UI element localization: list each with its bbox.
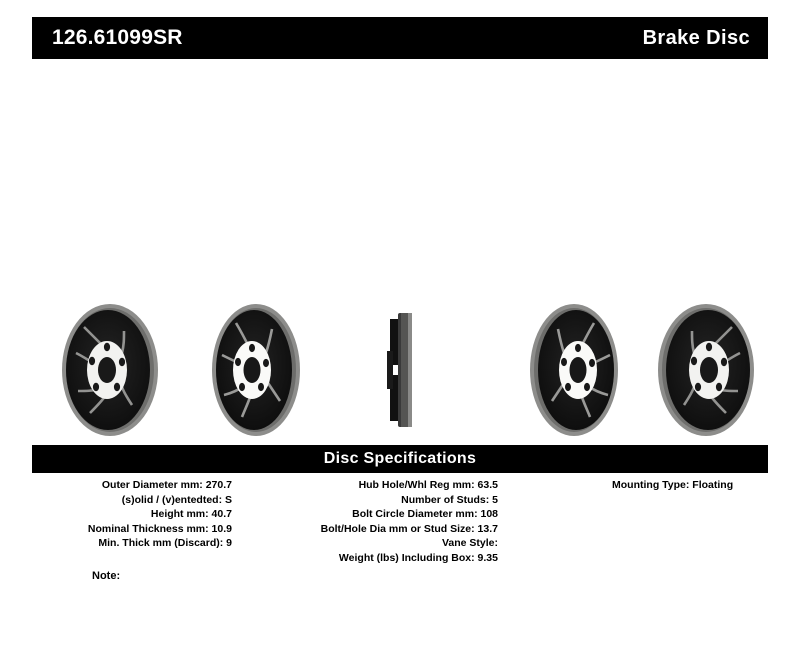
rotor-edge-profile <box>370 295 430 445</box>
spec-column-right <box>532 478 768 493</box>
rotor-front-slotted <box>184 295 334 445</box>
rotor-angled-left-slotted <box>32 295 192 445</box>
spec-item: Number of Studs: 5 <box>401 493 498 506</box>
header-bar <box>32 17 768 59</box>
spec-item: Outer Diameter mm: 270.7 <box>101 479 232 491</box>
spec-column-left <box>32 478 232 551</box>
rotor-image-row <box>32 295 768 445</box>
rotor-angled-right-slotted <box>636 295 796 445</box>
spec-item: Height mm: 40.7 <box>150 508 232 520</box>
spec-item: (s)olid / (v)entedted: S <box>121 493 232 506</box>
part-number: 126.61099SR <box>52 26 183 49</box>
spec-item: Mounting Type: Floating <box>612 479 734 491</box>
spec-item: Bolt/Hole Dia mm or Stud Size: 13.7 <box>320 522 498 535</box>
spec-column-middle <box>248 478 498 565</box>
spec-item: Vane Style: <box>441 537 498 549</box>
spec-item: Min. Thick mm (Discard): 9 <box>98 537 232 549</box>
spec-item: Bolt Circle Diameter mm: 108 <box>352 508 498 520</box>
disc-specifications-bar <box>32 445 768 473</box>
disc-specifications-label: Disc Specifications <box>323 450 477 467</box>
note-label: Note: <box>92 570 121 582</box>
spec-item: Weight (lbs) Including Box: 9.35 <box>338 551 498 564</box>
spec-item: Nominal Thickness mm: 10.9 <box>87 522 232 535</box>
page-title: Brake Disc <box>642 26 750 49</box>
rotor-front-slotted-right <box>500 295 650 445</box>
spec-item: Hub Hole/Whl Reg mm: 63.5 <box>358 479 498 491</box>
